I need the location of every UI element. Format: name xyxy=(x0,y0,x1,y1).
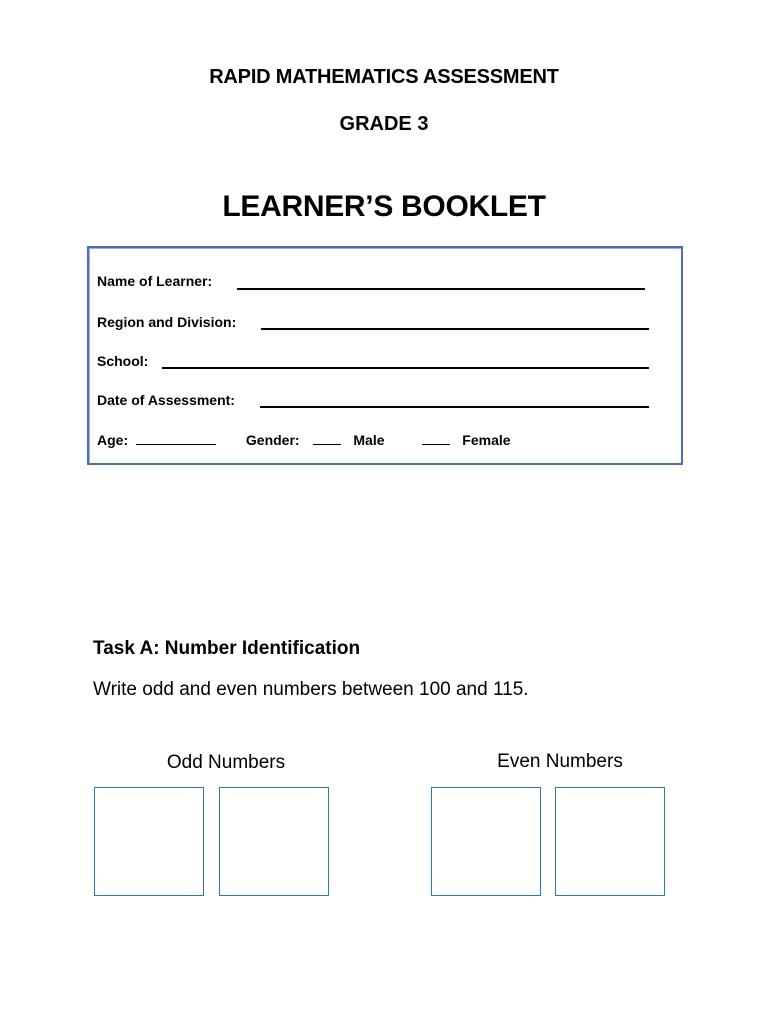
age-gender-row xyxy=(97,432,511,448)
name-field[interactable] xyxy=(237,288,645,290)
school-label: School: xyxy=(97,353,149,369)
grade-label: GRADE 3 xyxy=(339,113,429,135)
name-row xyxy=(97,273,212,289)
date-row xyxy=(97,392,235,408)
learner-info-box xyxy=(87,246,683,465)
task-heading: Task A: Number Identification xyxy=(93,638,361,659)
assessment-title: RAPID MATHEMATICS ASSESSMENT xyxy=(209,66,559,88)
task-instruction: Write odd and even numbers between 100 and 115. xyxy=(93,679,529,700)
even-answer-box[interactable] xyxy=(555,787,665,896)
gender-label: Gender: xyxy=(245,432,300,448)
age-field[interactable] xyxy=(136,432,216,445)
female-label: Female xyxy=(462,432,511,448)
male-checkbox-blank[interactable] xyxy=(313,432,341,445)
region-label: Region and Division: xyxy=(97,314,237,330)
odd-answer-box[interactable] xyxy=(219,787,329,896)
date-label: Date of Assessment: xyxy=(97,392,235,408)
date-of-assessment-field[interactable] xyxy=(260,406,649,408)
age-label: Age: xyxy=(97,432,129,448)
school-row xyxy=(97,353,148,369)
booklet-title: LEARNER’S BOOKLET xyxy=(222,190,546,223)
even-answer-box[interactable] xyxy=(431,787,541,896)
female-checkbox-blank[interactable] xyxy=(422,432,450,445)
region-division-field[interactable] xyxy=(261,328,649,330)
odd-answer-box[interactable] xyxy=(94,787,204,896)
male-label: Male xyxy=(353,432,385,448)
odd-numbers-label: Odd Numbers xyxy=(166,752,286,773)
name-label: Name of Learner: xyxy=(97,273,213,289)
region-row xyxy=(97,314,236,330)
even-numbers-label: Even Numbers xyxy=(497,751,623,772)
school-field[interactable] xyxy=(162,367,649,369)
